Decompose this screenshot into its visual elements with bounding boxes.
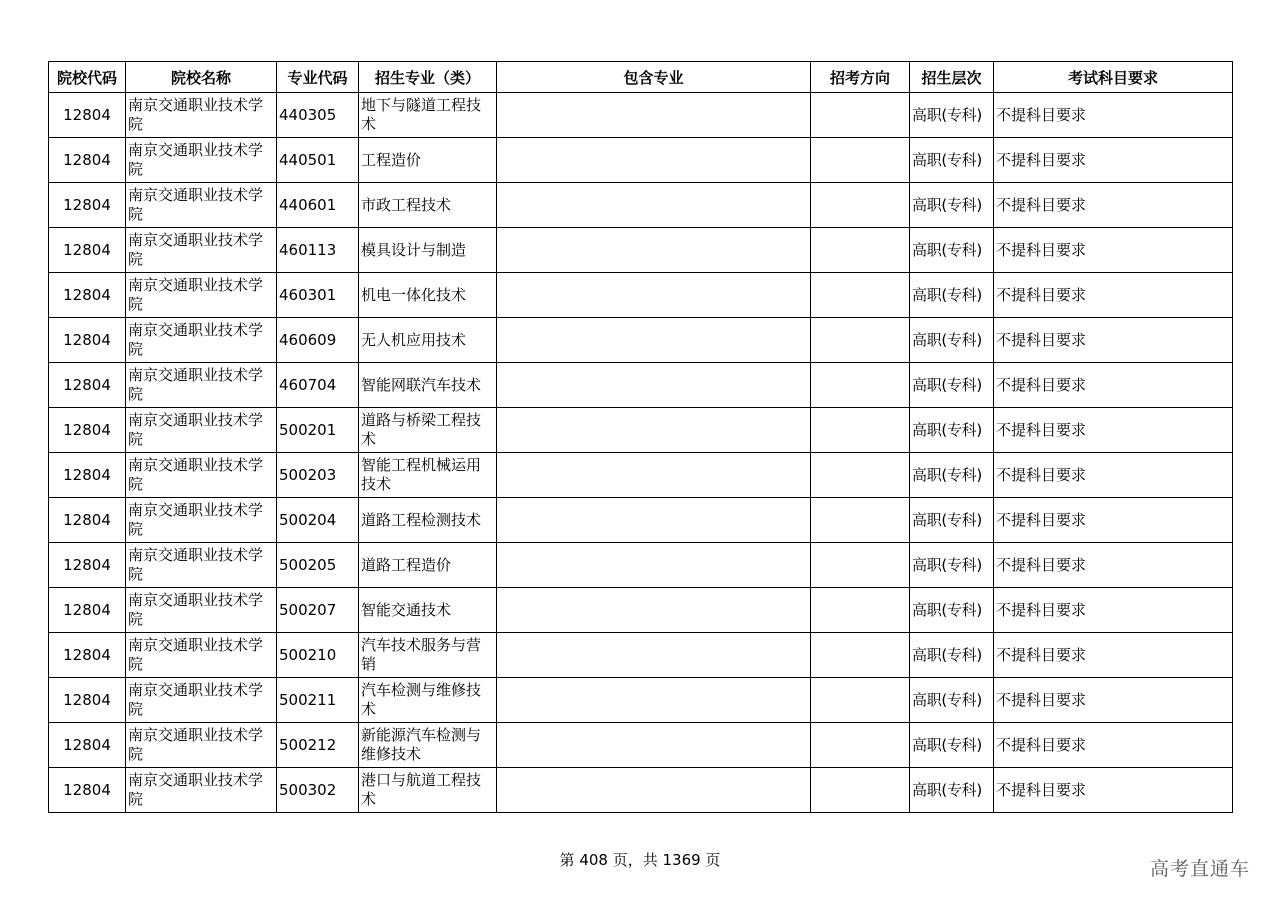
cell-direction — [811, 723, 910, 768]
cell-level: 高职(专科) — [910, 183, 994, 228]
cell-level: 高职(专科) — [910, 138, 994, 183]
cell-exam-requirement: 不提科目要求 — [994, 273, 1233, 318]
cell-included-majors — [497, 318, 811, 363]
cell-level: 高职(专科) — [910, 363, 994, 408]
cell-direction — [811, 408, 910, 453]
cell-school-name: 南京交通职业技术学院 — [126, 498, 277, 543]
cell-direction — [811, 543, 910, 588]
cell-included-majors — [497, 363, 811, 408]
cell-school-code: 12804 — [49, 408, 126, 453]
cell-level: 高职(专科) — [910, 453, 994, 498]
table-body — [49, 93, 1233, 813]
cell-school-code: 12804 — [49, 363, 126, 408]
cell-school-name: 南京交通职业技术学院 — [126, 228, 277, 273]
watermark: 高考直通车 — [1149, 858, 1250, 880]
cell-level: 高职(专科) — [910, 498, 994, 543]
cell-school-code: 12804 — [49, 228, 126, 273]
cell-major-code: 460704 — [277, 363, 359, 408]
cell-major-code: 500204 — [277, 498, 359, 543]
cell-major-code: 460301 — [277, 273, 359, 318]
cell-school-code: 12804 — [49, 633, 126, 678]
cell-included-majors — [497, 633, 811, 678]
header-exam-requirement: 考试科目要求 — [994, 62, 1233, 93]
cell-school-code: 12804 — [49, 723, 126, 768]
cell-exam-requirement: 不提科目要求 — [994, 183, 1233, 228]
cell-direction — [811, 228, 910, 273]
cell-exam-requirement: 不提科目要求 — [994, 453, 1233, 498]
cell-school-name: 南京交通职业技术学院 — [126, 363, 277, 408]
cell-direction — [811, 138, 910, 183]
cell-direction — [811, 498, 910, 543]
cell-included-majors — [497, 678, 811, 723]
table-row — [49, 543, 1233, 588]
table-row — [49, 588, 1233, 633]
cell-direction — [811, 633, 910, 678]
cell-school-name: 南京交通职业技术学院 — [126, 183, 277, 228]
cell-major: 新能源汽车检测与维修技术 — [359, 723, 497, 768]
cell-exam-requirement: 不提科目要求 — [994, 408, 1233, 453]
cell-included-majors — [497, 543, 811, 588]
cell-included-majors — [497, 768, 811, 813]
cell-exam-requirement: 不提科目要求 — [994, 498, 1233, 543]
cell-major: 智能网联汽车技术 — [359, 363, 497, 408]
cell-school-name: 南京交通职业技术学院 — [126, 273, 277, 318]
cell-major: 道路工程造价 — [359, 543, 497, 588]
cell-school-code: 12804 — [49, 453, 126, 498]
cell-major-code: 440601 — [277, 183, 359, 228]
cell-school-name: 南京交通职业技术学院 — [126, 588, 277, 633]
cell-school-code: 12804 — [49, 678, 126, 723]
header-direction: 招考方向 — [811, 62, 910, 93]
cell-included-majors — [497, 453, 811, 498]
table-row — [49, 363, 1233, 408]
cell-major: 工程造价 — [359, 138, 497, 183]
table-row — [49, 183, 1233, 228]
cell-major-code: 440305 — [277, 93, 359, 138]
table-header-row — [49, 62, 1233, 93]
cell-school-code: 12804 — [49, 588, 126, 633]
cell-level: 高职(专科) — [910, 273, 994, 318]
cell-school-code: 12804 — [49, 273, 126, 318]
table-row — [49, 93, 1233, 138]
cell-major-code: 460609 — [277, 318, 359, 363]
cell-exam-requirement: 不提科目要求 — [994, 678, 1233, 723]
cell-included-majors — [497, 498, 811, 543]
cell-school-name: 南京交通职业技术学院 — [126, 453, 277, 498]
table-row — [49, 228, 1233, 273]
cell-exam-requirement: 不提科目要求 — [994, 93, 1233, 138]
table-row — [49, 273, 1233, 318]
cell-major: 地下与隧道工程技术 — [359, 93, 497, 138]
table-row — [49, 768, 1233, 813]
cell-direction — [811, 588, 910, 633]
cell-major: 模具设计与制造 — [359, 228, 497, 273]
cell-school-name: 南京交通职业技术学院 — [126, 408, 277, 453]
cell-school-name: 南京交通职业技术学院 — [126, 543, 277, 588]
cell-major-code: 500207 — [277, 588, 359, 633]
cell-major: 机电一体化技术 — [359, 273, 497, 318]
cell-major: 港口与航道工程技术 — [359, 768, 497, 813]
table-row — [49, 408, 1233, 453]
cell-major-code: 500203 — [277, 453, 359, 498]
table-row — [49, 723, 1233, 768]
cell-direction — [811, 363, 910, 408]
cell-level: 高职(专科) — [910, 588, 994, 633]
cell-exam-requirement: 不提科目要求 — [994, 363, 1233, 408]
header-school-code: 院校代码 — [49, 62, 126, 93]
header-major-code: 专业代码 — [277, 62, 359, 93]
cell-included-majors — [497, 723, 811, 768]
cell-school-name: 南京交通职业技术学院 — [126, 93, 277, 138]
cell-school-code: 12804 — [49, 183, 126, 228]
cell-level: 高职(专科) — [910, 408, 994, 453]
cell-direction — [811, 678, 910, 723]
cell-level: 高职(专科) — [910, 768, 994, 813]
cell-school-code: 12804 — [49, 543, 126, 588]
cell-exam-requirement: 不提科目要求 — [994, 723, 1233, 768]
cell-exam-requirement: 不提科目要求 — [994, 588, 1233, 633]
table-row — [49, 318, 1233, 363]
cell-level: 高职(专科) — [910, 228, 994, 273]
cell-school-name: 南京交通职业技术学院 — [126, 138, 277, 183]
cell-level: 高职(专科) — [910, 633, 994, 678]
cell-exam-requirement: 不提科目要求 — [994, 318, 1233, 363]
cell-school-name: 南京交通职业技术学院 — [126, 678, 277, 723]
cell-exam-requirement: 不提科目要求 — [994, 138, 1233, 183]
cell-major: 智能交通技术 — [359, 588, 497, 633]
cell-major-code: 440501 — [277, 138, 359, 183]
cell-school-name: 南京交通职业技术学院 — [126, 768, 277, 813]
cell-school-code: 12804 — [49, 768, 126, 813]
cell-direction — [811, 318, 910, 363]
cell-major: 道路与桥梁工程技术 — [359, 408, 497, 453]
cell-school-code: 12804 — [49, 93, 126, 138]
cell-direction — [811, 183, 910, 228]
cell-major-code: 500210 — [277, 633, 359, 678]
cell-major-code: 500205 — [277, 543, 359, 588]
cell-direction — [811, 273, 910, 318]
cell-exam-requirement: 不提科目要求 — [994, 768, 1233, 813]
cell-major-code: 500201 — [277, 408, 359, 453]
cell-school-name: 南京交通职业技术学院 — [126, 633, 277, 678]
cell-school-name: 南京交通职业技术学院 — [126, 318, 277, 363]
cell-school-code: 12804 — [49, 498, 126, 543]
cell-major-code: 500211 — [277, 678, 359, 723]
cell-included-majors — [497, 183, 811, 228]
cell-included-majors — [497, 93, 811, 138]
header-level: 招生层次 — [910, 62, 994, 93]
cell-level: 高职(专科) — [910, 543, 994, 588]
cell-school-code: 12804 — [49, 318, 126, 363]
cell-major: 无人机应用技术 — [359, 318, 497, 363]
header-major: 招生专业（类） — [359, 62, 497, 93]
cell-included-majors — [497, 408, 811, 453]
table-row — [49, 498, 1233, 543]
cell-direction — [811, 453, 910, 498]
cell-included-majors — [497, 138, 811, 183]
cell-direction — [811, 93, 910, 138]
table-row — [49, 633, 1233, 678]
cell-major: 市政工程技术 — [359, 183, 497, 228]
header-included-majors: 包含专业 — [497, 62, 811, 93]
cell-level: 高职(专科) — [910, 93, 994, 138]
table-row — [49, 138, 1233, 183]
table-row — [49, 453, 1233, 498]
cell-included-majors — [497, 588, 811, 633]
cell-major-code: 500212 — [277, 723, 359, 768]
cell-major: 智能工程机械运用技术 — [359, 453, 497, 498]
cell-major: 汽车技术服务与营销 — [359, 633, 497, 678]
cell-school-name: 南京交通职业技术学院 — [126, 723, 277, 768]
cell-level: 高职(专科) — [910, 678, 994, 723]
cell-exam-requirement: 不提科目要求 — [994, 543, 1233, 588]
page-number: 第 408 页，共 1369 页 — [559, 851, 721, 869]
cell-major: 道路工程检测技术 — [359, 498, 497, 543]
cell-major-code: 500302 — [277, 768, 359, 813]
cell-major: 汽车检测与维修技术 — [359, 678, 497, 723]
cell-included-majors — [497, 273, 811, 318]
admissions-table — [48, 61, 1233, 813]
header-school-name: 院校名称 — [126, 62, 277, 93]
cell-exam-requirement: 不提科目要求 — [994, 228, 1233, 273]
cell-direction — [811, 768, 910, 813]
cell-level: 高职(专科) — [910, 318, 994, 363]
cell-school-code: 12804 — [49, 138, 126, 183]
cell-major-code: 460113 — [277, 228, 359, 273]
cell-level: 高职(专科) — [910, 723, 994, 768]
cell-included-majors — [497, 228, 811, 273]
cell-exam-requirement: 不提科目要求 — [994, 633, 1233, 678]
table-row — [49, 678, 1233, 723]
